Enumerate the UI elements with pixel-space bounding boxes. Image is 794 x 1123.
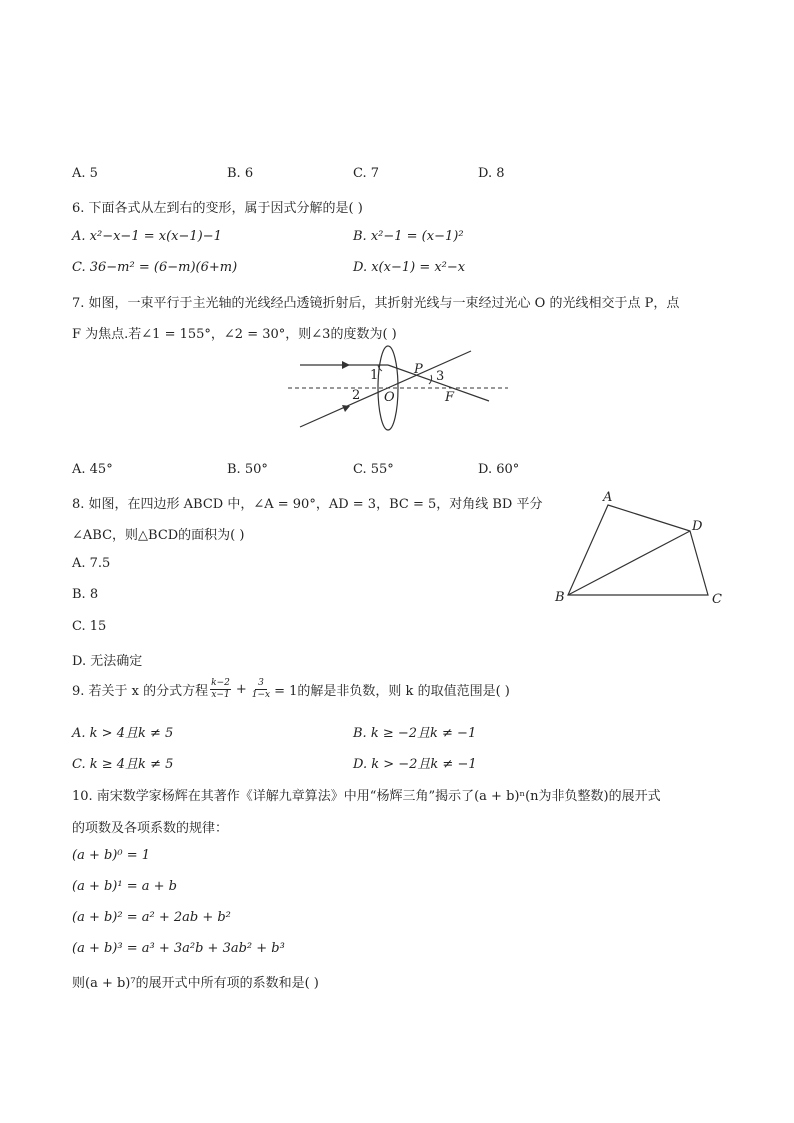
q9-stem-prefix: 9. 若关于 x 的分式方程	[72, 684, 209, 699]
angle3-label: 3	[436, 369, 445, 384]
q5-option-a: A. 5	[72, 166, 98, 181]
point-p-label: P	[414, 362, 423, 377]
q10-stem-line2: 的项数及各项系数的规律：	[72, 821, 229, 836]
q7-option-b: B. 50°	[227, 462, 268, 477]
diagonal-bd	[568, 531, 690, 595]
parallel-ray-arrow	[342, 361, 350, 369]
q9-frac2-denominator: 1−x	[251, 690, 271, 700]
q9-frac2-numerator: 3	[255, 678, 267, 690]
q7-option-c: C. 55°	[353, 462, 394, 477]
quadrilateral-abcd	[568, 505, 708, 595]
q9-fraction-2	[252, 678, 270, 701]
q5-option-c: C. 7	[353, 166, 380, 181]
center-ray	[300, 351, 471, 427]
vertex-a-label: A	[603, 490, 613, 505]
q9-frac1-numerator: k−2	[211, 678, 230, 688]
q9-option-d: D. k > −2且k ≠ −1	[353, 757, 477, 772]
q5-option-b: B. 6	[227, 166, 254, 181]
q6-option-c: C. 36−m² = (6−m)(6+m)	[72, 260, 238, 275]
vertex-d-label: D	[692, 519, 703, 534]
q9-option-b: B. k ≥ −2且k ≠ −1	[353, 726, 477, 741]
q9-option-a: A. k > 4且k ≠ 5	[72, 726, 174, 741]
q10-formula-3: (a + b)³ = a³ + 3a²b + 3ab² + b³	[72, 941, 285, 956]
q9-stem	[72, 678, 510, 701]
q8-stem-line2: ∠ABC，则△BCD的面积为( )	[72, 528, 245, 543]
q10-formula-0: (a + b)⁰ = 1	[72, 848, 151, 863]
q8-option-c: C. 15	[72, 619, 107, 634]
q9-plus: +	[235, 682, 247, 697]
q9-fraction-1	[210, 678, 231, 701]
point-o-label: O	[384, 390, 395, 405]
q8-option-d: D. 无法确定	[72, 654, 143, 669]
vertex-c-label: C	[712, 592, 722, 607]
q7-stem-line2: F 为焦点.若∠1 = 155°，∠2 = 30°，则∠3的度数为( )	[72, 327, 397, 342]
q6-stem: 6. 下面各式从左到右的变形，属于因式分解的是( )	[72, 201, 363, 216]
vertex-b-label: B	[555, 590, 565, 605]
q8-option-b: B. 8	[72, 587, 99, 602]
q7-stem-line1: 7. 如图，一束平行于主光轴的光线经凸透镜折射后，其折射光线与一束经过光心 O 的光线相交于点 P，点	[72, 296, 680, 311]
q8-quadrilateral-figure	[548, 488, 728, 608]
q10-formula-2: (a + b)² = a² + 2ab + b²	[72, 910, 231, 925]
q8-stem-line1: 8. 如图，在四边形 ABCD 中，∠A = 90°，AD = 3，BC = 5，对角线 BD 平分	[72, 497, 543, 512]
angle2-label: 2	[352, 388, 361, 403]
center-ray-arrow	[342, 405, 350, 412]
q9-frac1-denominator: x−1	[211, 690, 230, 700]
q7-lens-figure	[286, 345, 512, 435]
q5-option-d: D. 8	[478, 166, 505, 181]
q7-option-d: D. 60°	[478, 462, 520, 477]
q8-option-a: A. 7.5	[72, 556, 111, 571]
point-f-label: F	[445, 390, 455, 405]
q6-option-b: B. x²−1 = (x−1)²	[353, 229, 464, 244]
q9-stem-suffix: = 1的解是非负数，则 k 的取值范围是( )	[274, 684, 510, 699]
q7-option-a: A. 45°	[72, 462, 113, 477]
q10-question: 则(a + b)⁷的展开式中所有项的系数和是( )	[72, 976, 319, 991]
q10-stem-line1: 10. 南宋数学家杨辉在其著作《详解九章算法》中用“杨辉三角”揭示了(a + b)ⁿ(n为非负整数)的展开式	[72, 789, 661, 804]
q6-option-a: A. x²−x−1 = x(x−1)−1	[72, 229, 222, 244]
q10-formula-1: (a + b)¹ = a + b	[72, 879, 177, 894]
angle1-label: 1	[370, 368, 379, 383]
q9-option-c: C. k ≥ 4且k ≠ 5	[72, 757, 174, 772]
q6-option-d: D. x(x−1) = x²−x	[353, 260, 466, 275]
